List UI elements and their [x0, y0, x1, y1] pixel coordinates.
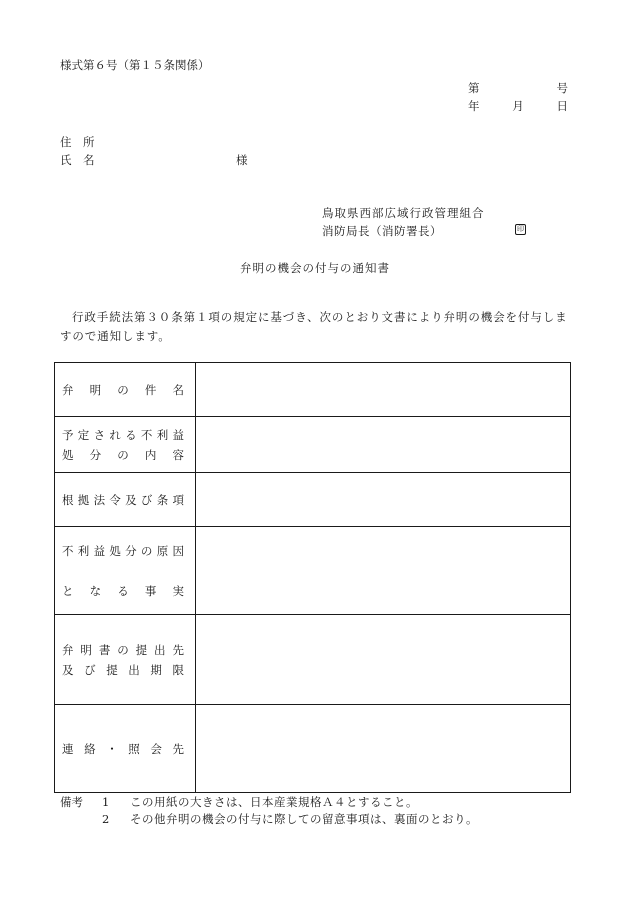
- label-char: 法: [93, 492, 106, 507]
- label-line: [62, 640, 184, 660]
- table-row: [55, 705, 571, 793]
- label-line: [62, 445, 184, 465]
- note-number: 1: [102, 795, 110, 809]
- label-char: 利: [77, 543, 90, 558]
- label-char: 項: [172, 492, 184, 507]
- label-char: 及: [125, 492, 137, 507]
- label-char: 定: [77, 427, 90, 442]
- recipient-honorific: 様: [236, 153, 248, 167]
- label-char: 及: [62, 662, 74, 677]
- form-table: [54, 362, 571, 793]
- table-row: [55, 615, 571, 705]
- label-char: る: [125, 427, 137, 442]
- row-label-submission: [55, 615, 196, 705]
- label-char: 事: [144, 583, 157, 598]
- label-char: 会: [150, 741, 162, 756]
- note-item: [60, 794, 478, 811]
- label-char: 不: [62, 543, 74, 558]
- notes: [60, 794, 478, 828]
- label-char: 令: [109, 492, 121, 507]
- label-char: 実: [172, 583, 184, 598]
- label-char: 照: [128, 741, 140, 756]
- label-char: 名: [172, 382, 184, 397]
- label-char: 条: [156, 492, 169, 507]
- label-char: 予: [62, 427, 74, 442]
- document-number-suffix: 号: [556, 81, 568, 95]
- sender-title: 消防局長（消防署長）: [322, 224, 442, 238]
- row-value-legal-basis[interactable]: [196, 473, 571, 527]
- label-line: [62, 561, 184, 581]
- form-number: 様式第６号（第１５条関係）: [60, 58, 210, 72]
- label-char: ・: [106, 741, 118, 756]
- date-year: 年: [468, 99, 480, 113]
- table-row: [55, 363, 571, 417]
- notes-heading: 備考: [60, 795, 83, 809]
- row-label-legal-basis: [55, 473, 196, 527]
- row-label-case-name: [55, 363, 196, 417]
- label-char: 利: [156, 427, 169, 442]
- label-char: 出: [154, 642, 166, 657]
- label-char: 件: [144, 382, 157, 397]
- label-char: 出: [128, 662, 140, 677]
- note-item: [60, 811, 478, 828]
- label-char: 限: [172, 662, 184, 677]
- document-title: 弁明の機会の付与の通知書: [240, 261, 390, 275]
- table-row: [55, 417, 571, 473]
- document-number-line: [468, 80, 568, 96]
- document-number-prefix: 第: [468, 81, 480, 95]
- label-line: [62, 490, 184, 510]
- label-char: な: [89, 583, 102, 598]
- label-line: [62, 425, 184, 445]
- row-label-cause-facts: [55, 527, 196, 615]
- date-month: 月: [512, 99, 524, 113]
- table-row: [55, 473, 571, 527]
- label-char: 連: [62, 741, 74, 756]
- label-char: 期: [150, 662, 162, 677]
- label-char: 拠: [77, 492, 90, 507]
- row-label-contact: [55, 705, 196, 793]
- row-label-planned-disposition: [55, 417, 196, 473]
- label-char: 提: [135, 642, 148, 657]
- row-value-submission[interactable]: [196, 615, 571, 705]
- label-char: 処: [62, 447, 74, 462]
- label-char: の: [140, 543, 153, 558]
- label-char: 分: [125, 543, 137, 558]
- recipient-name-label: 氏 名: [60, 153, 95, 167]
- row-value-case-name[interactable]: [196, 363, 571, 417]
- row-value-cause-facts[interactable]: [196, 527, 571, 615]
- label-char: の: [117, 382, 129, 397]
- label-char: 弁: [62, 382, 74, 397]
- label-char: と: [62, 583, 74, 598]
- label-char: 原: [156, 543, 169, 558]
- label-char: 明: [89, 382, 102, 397]
- recipient-address-label: 住 所: [60, 135, 95, 149]
- row-value-planned-disposition[interactable]: [196, 417, 571, 473]
- label-char: 提: [106, 662, 118, 677]
- label-char: 容: [172, 447, 184, 462]
- label-line: [62, 541, 184, 561]
- label-char: 分: [89, 447, 102, 462]
- label-char: 益: [172, 427, 184, 442]
- label-char: 先: [172, 741, 184, 756]
- body-text: 行政手続法第３０条第１項の規定に基づき、次のとおり文書により弁明の機会を付与しますので通知します。: [60, 310, 568, 343]
- label-char: さ: [93, 427, 106, 442]
- seal-mark: 印: [517, 225, 524, 233]
- date-line: [468, 98, 568, 114]
- label-char: 先: [172, 642, 184, 657]
- label-char: 因: [172, 543, 184, 558]
- label-char: び: [84, 662, 96, 677]
- label-char: 書: [98, 642, 111, 657]
- label-char: 弁: [62, 642, 74, 657]
- label-line: [62, 660, 184, 680]
- label-char: 根: [62, 492, 74, 507]
- label-char: 明: [80, 642, 92, 657]
- note-text: その他弁明の機会の付与に際しての留意事項は、裏面のとおり。: [130, 812, 478, 826]
- label-char: れ: [109, 427, 121, 442]
- label-char: 処: [109, 543, 121, 558]
- label-line: [62, 581, 184, 601]
- label-char: 益: [93, 543, 106, 558]
- note-number: 2: [102, 812, 110, 826]
- label-char: 不: [140, 427, 153, 442]
- label-char: の: [117, 642, 129, 657]
- note-text: この用紙の大きさは、日本産業規格Ａ４とすること。: [130, 795, 418, 809]
- label-line: [62, 739, 184, 759]
- label-char: び: [140, 492, 153, 507]
- sender-organization: 鳥取県西部広域行政管理組合: [322, 206, 485, 220]
- row-value-contact[interactable]: [196, 705, 571, 793]
- label-char: る: [117, 583, 129, 598]
- label-line: [62, 380, 184, 400]
- label-char: の: [117, 447, 129, 462]
- table-row: [55, 527, 571, 615]
- label-char: 内: [144, 447, 157, 462]
- label-char: 絡: [84, 741, 96, 756]
- date-day: 日: [556, 99, 568, 113]
